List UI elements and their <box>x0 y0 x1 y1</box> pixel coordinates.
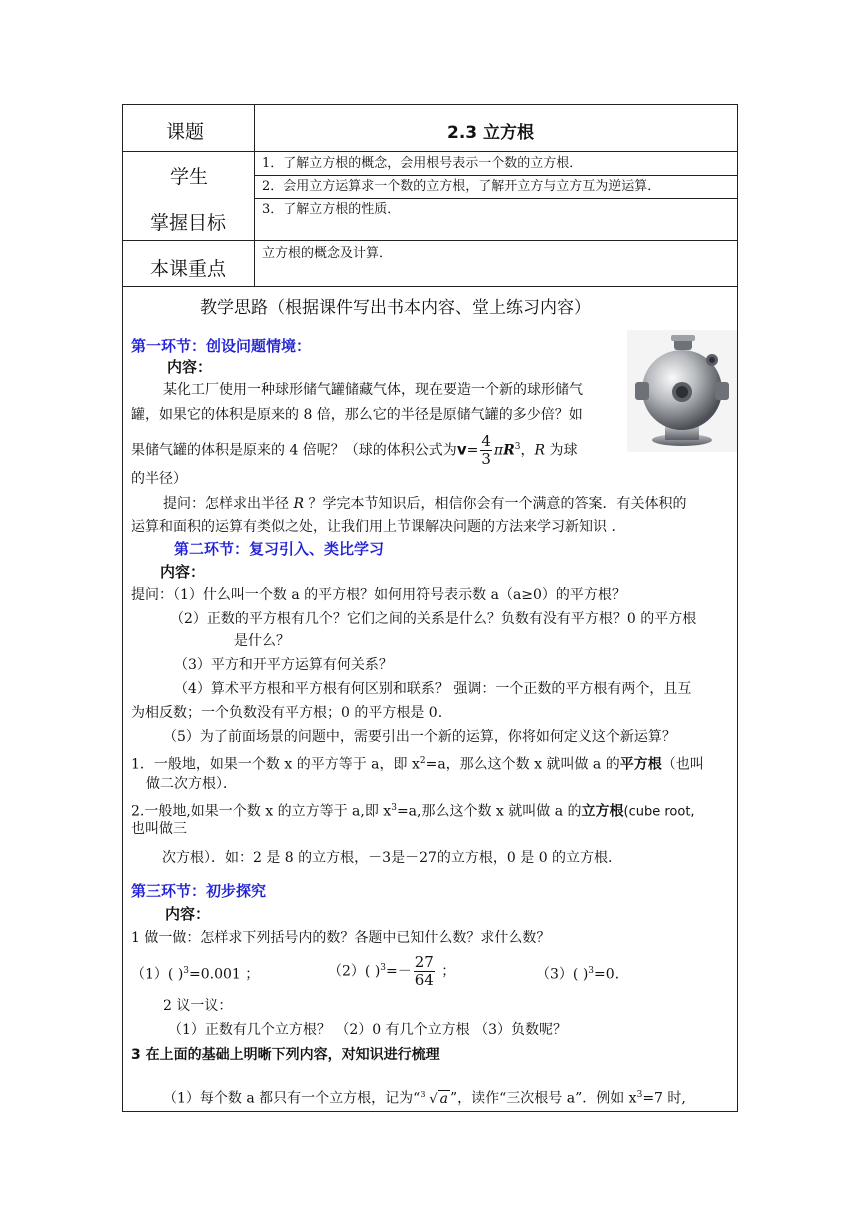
table-border-left <box>122 104 123 1112</box>
key-label: 本课重点 <box>150 258 227 280</box>
section-1-para-2: 罐，如果它的体积是原来的 8 倍，那么它的半径是原储气罐的多少倍？如 <box>131 407 583 423</box>
gas-tank-photo <box>627 330 737 452</box>
section-1-question-2: 运算和面积的运算有类似之处，让我们用上节课解决问题的方法来学习新知识 . <box>131 519 616 535</box>
table-divider-v <box>254 104 255 286</box>
task-2-questions: （1）正数有几个立方根？ （2）0 有几个立方根 （3）负数呢？ <box>168 1022 567 1038</box>
volume-fraction: $\frac{4}{3}$ <box>481 432 491 468</box>
section-2-q5: （5）为了前面场景的问题中，需要引出一个新的运算，你将如何定义这个新运算？ <box>163 729 676 745</box>
table-divider-h3 <box>254 198 738 199</box>
definition-2: 2.一般地,如果一个数 x 的立方等于 a,即 $x^3=a$,那么这个数 x 就叫做 a 的立方根(cube root, <box>131 803 695 820</box>
section-1-title: 第一环节：创设问题情境： <box>131 337 312 355</box>
table-divider-h1 <box>122 151 738 152</box>
cube-root-symbol: 3 √ a <box>420 1089 448 1107</box>
task-3: 3 在上面的基础上明晰下列内容，对知识进行梳理 <box>131 1047 440 1063</box>
definition-2-example: 次方根）．如：2 是 8 的立方根，－3是－27的立方根，0 是 0 的立方根. <box>162 850 613 866</box>
topic-label: 课题 <box>166 121 205 143</box>
table-divider-h2 <box>254 175 738 176</box>
topic-value: 2.3 立方根 <box>447 123 535 143</box>
section-heading: 教学思路（根据课件写出书本内容、堂上练习内容） <box>200 298 591 318</box>
section-2-q2b: 是什么？ <box>234 633 290 649</box>
section-1-content-label: 内容： <box>167 358 213 376</box>
table-divider-h4 <box>122 240 738 241</box>
task-1: 1 做一做：怎样求下列括号内的数？各题中已知什么数？求什么数？ <box>131 930 551 946</box>
table-border-right <box>737 104 738 1112</box>
goals-label: 掌握目标 <box>150 212 227 234</box>
goal-3: 3．了解立方根的性质． <box>262 202 401 217</box>
definition-2-cont: 也叫做三 <box>131 821 187 837</box>
section-2-content-label: 内容： <box>160 563 206 581</box>
exercise-3: （3）( )$^3$=0. <box>536 966 620 983</box>
section-2-q2a: （2）正数的平方根有几个？它们之间的关系是什么？负数有没有平方根？0 的平方根 <box>170 611 697 627</box>
exercise-2: （2）( )$^3$=－ $\frac{27}{64}$ ； <box>328 953 456 989</box>
section-2-q4a: （4）算术平方根和平方根有何区别和联系？ 强调：一个正数的平方根有两个，且互 <box>174 681 692 697</box>
section-2-title: 第二环节：复习引入、类比学习 <box>174 540 385 558</box>
task-3-point-1: （1）每个数 a 都只有一个立方根，记为“ 3 √ a ”，读作“三次根号 a”．例如 $x^3=7$ 时, <box>163 1089 686 1107</box>
section-1-question-1: 提问：怎样求出半径 R ？学完本节知识后，相信你会有一个满意的答案．有关体积的 <box>163 496 687 512</box>
table-border-bottom <box>122 1111 738 1112</box>
student-label: 学生 <box>170 166 209 188</box>
goal-1: 1．了解立方根的概念，会用根号表示一个数的立方根． <box>262 156 583 171</box>
exercise-1: （1）( )$^3$=0.001 ； <box>131 966 260 983</box>
section-1-para-4: 的半径） <box>131 471 187 487</box>
definition-1-cont: 做二次方根）． <box>146 776 237 792</box>
key-value: 立方根的概念及计算． <box>262 246 393 261</box>
task-2: 2 议一议： <box>163 998 233 1014</box>
definition-1: 1．一般地，如果一个数 x 的平方等于 a，即 $x^2=a$，那么这个数 x 就叫做 a 的平方根（也叫 <box>131 756 704 773</box>
section-1-para-1: 某化工厂使用一种球形储气罐储藏气体，现在要造一个新的球形储气 <box>163 382 583 398</box>
section-2-q4b: 为相反数；一个负数没有平方根；0 的平方根是 0. <box>131 705 443 721</box>
section-3-content-label: 内容： <box>165 905 211 923</box>
section-2-q1: 提问：（1）什么叫一个数 a 的平方根？如何用符号表示数 a（a≥0）的平方根？ <box>131 587 626 603</box>
goal-2: 2．会用立方运算求一个数的立方根，了解开立方与立方互为逆运算． <box>262 179 661 194</box>
section-3-title: 第三环节：初步探究 <box>131 882 267 900</box>
table-divider-h5 <box>122 286 738 287</box>
section-1-para-3: 果储气罐的体积是原来的 4 倍呢？（球的体积公式为v= $\frac{4}{3}$ $\pi R^3$，R 为球 <box>131 432 578 468</box>
table-border-top <box>122 104 738 105</box>
exercise-2-fraction: $\frac{27}{64}$ <box>414 953 434 989</box>
section-2-q3: （3）平方和开平方运算有何关系？ <box>174 657 393 673</box>
